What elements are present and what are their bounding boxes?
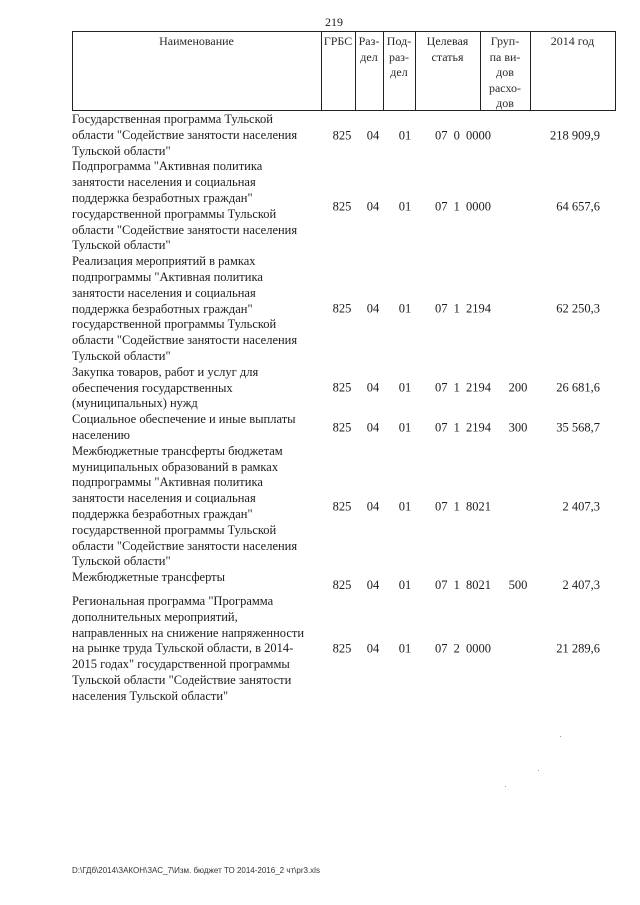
table-row xyxy=(72,444,620,570)
row-name: Социальное обеспечение и иные выплаты населению xyxy=(72,412,296,442)
row-gruppa: 500 xyxy=(508,578,528,593)
row-razdel: 04 xyxy=(366,420,380,435)
row-celevaya: 07 1 2194 xyxy=(435,420,491,435)
row-amount: 62 250,3 xyxy=(556,301,600,316)
row-grbs: 825 xyxy=(332,380,352,395)
row-podrazdel: 01 xyxy=(398,420,412,435)
row-podrazdel: 01 xyxy=(398,578,412,593)
header-year: 2014 год xyxy=(550,34,595,48)
table-row xyxy=(72,570,620,594)
table-body xyxy=(72,112,620,704)
page-number: 219 xyxy=(325,15,343,29)
row-razdel: 04 xyxy=(366,199,380,214)
row-name: Государственная программа Тульской области "Содействие занятости населения Тульской области" xyxy=(72,112,298,158)
row-amount: 64 657,6 xyxy=(556,199,600,214)
row-podrazdel: 01 xyxy=(398,499,412,514)
row-celevaya: 07 1 2194 xyxy=(435,380,491,395)
row-celevaya: 07 1 0000 xyxy=(435,199,491,214)
table-row xyxy=(72,112,620,159)
col-divider xyxy=(615,31,616,111)
row-name: Реализация мероприятий в рамках подпрограммы "Активная политика занятости населения и социальная поддержка безработных граждан" государственной программы Тульской области "Содействие занятости населения Тульской области" xyxy=(72,254,298,363)
row-amount: 2 407,3 xyxy=(562,499,600,514)
row-celevaya: 07 2 0000 xyxy=(435,641,491,656)
row-razdel: 04 xyxy=(366,380,380,395)
row-gruppa: 300 xyxy=(508,420,528,435)
header-bottom-border xyxy=(72,110,616,111)
table-row xyxy=(72,159,620,254)
row-name: Региональная программа "Программа дополнительных мероприятий, направленных на снижение напряженности на рынке труда Тульской области, в 2014- 2015 годах" государственной программы Тульской области "Содействие занятости населения Тульской области" xyxy=(72,593,305,703)
row-name: Закупка товаров, работ и услуг для обеспечения государственных (муниципальных) нужд xyxy=(72,364,259,411)
header-name: Наименование xyxy=(159,34,234,48)
scan-speck xyxy=(538,770,539,771)
row-podrazdel: 01 xyxy=(398,301,412,316)
header-gruppa: Груп- па ви- дов расхо- дов xyxy=(488,34,522,110)
table-row xyxy=(72,412,620,444)
scan-speck xyxy=(560,736,561,737)
row-grbs: 825 xyxy=(332,128,352,143)
row-name: Межбюджетные трансферты xyxy=(72,570,226,585)
row-gruppa: 200 xyxy=(508,380,528,395)
header-top-border xyxy=(72,31,616,32)
row-grbs: 825 xyxy=(332,499,352,514)
header-podrazdel: Под- раз- дел xyxy=(386,34,412,79)
row-amount: 21 289,6 xyxy=(556,641,600,656)
table-row xyxy=(72,254,620,365)
row-podrazdel: 01 xyxy=(398,128,412,143)
row-razdel: 04 xyxy=(366,301,380,316)
row-grbs: 825 xyxy=(332,641,352,656)
row-grbs: 825 xyxy=(332,199,352,214)
header-razdel: Раз- дел xyxy=(358,34,380,64)
row-amount: 26 681,6 xyxy=(556,380,600,395)
row-celevaya: 07 1 8021 xyxy=(435,499,491,514)
row-amount: 35 568,7 xyxy=(556,420,600,435)
row-celevaya: 07 1 2194 xyxy=(435,301,491,316)
row-razdel: 04 xyxy=(366,578,380,593)
row-podrazdel: 01 xyxy=(398,641,412,656)
table-header xyxy=(72,31,616,111)
row-amount: 2 407,3 xyxy=(562,578,600,593)
row-name: Подпрограмма "Активная политика занятости населения и социальная поддержка безработных граждан" государственной программы Тульской области "Содействие занятости населения Тульской области" xyxy=(72,159,298,253)
row-podrazdel: 01 xyxy=(398,199,412,214)
row-grbs: 825 xyxy=(332,420,352,435)
header-celevaya: Целевая статья xyxy=(426,34,469,64)
table-row xyxy=(72,365,620,412)
row-grbs: 825 xyxy=(332,578,352,593)
table-row xyxy=(72,594,620,705)
row-celevaya: 07 0 0000 xyxy=(435,128,491,143)
scan-speck xyxy=(505,786,506,787)
row-grbs: 825 xyxy=(332,301,352,316)
row-razdel: 04 xyxy=(366,128,380,143)
row-razdel: 04 xyxy=(366,499,380,514)
file-path-footer: D:\ГДб\2014\ЗАКОН\ЗАС_7\Изм. бюджет ТО 2014-2016_2 чт\pr3.xls xyxy=(72,866,320,875)
row-amount: 218 909,9 xyxy=(550,128,600,143)
row-podrazdel: 01 xyxy=(398,380,412,395)
row-name: Межбюджетные трансферты бюджетам муниципальных образований в рамках подпрограммы "Активная политика занятости населения и социальная поддержка безработных граждан" государственной программы Тульской области "Содействие занятости населения Тульской области" xyxy=(72,443,298,569)
row-razdel: 04 xyxy=(366,641,380,656)
header-grbs: ГРБС xyxy=(323,34,353,48)
row-celevaya: 07 1 8021 xyxy=(435,578,491,593)
